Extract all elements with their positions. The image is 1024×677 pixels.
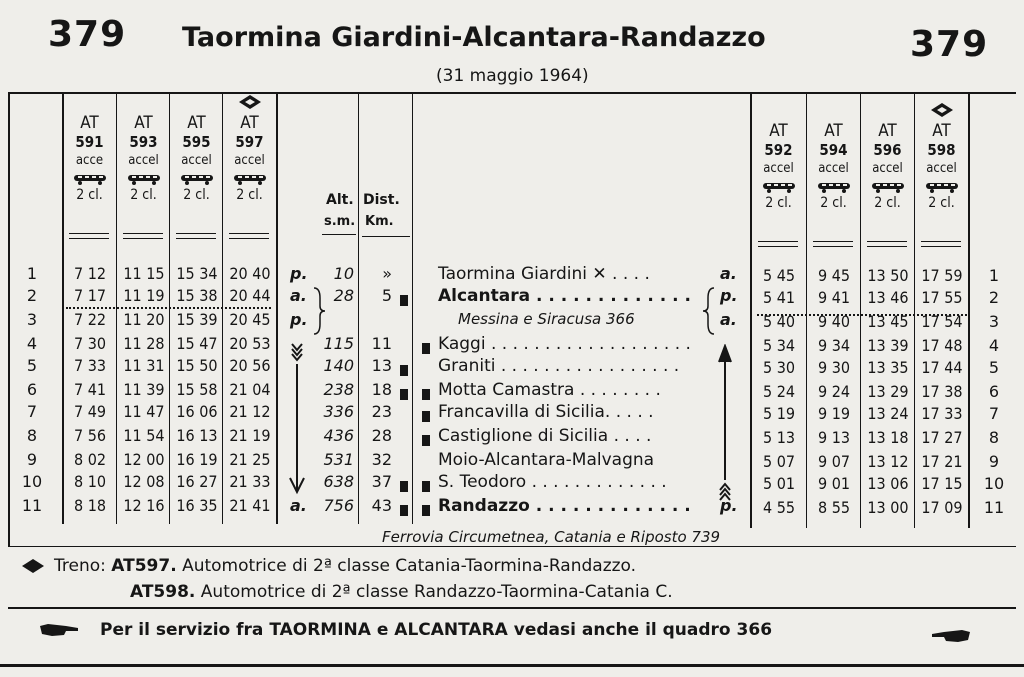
row-number-left: 5 (26, 356, 38, 375)
arr-dep-mark-left: p. (290, 264, 308, 283)
arrival-time: 4 55 (762, 498, 796, 517)
right-bracket (702, 286, 716, 336)
railcar-icon (915, 178, 968, 192)
arrival-time: 17 21 (921, 452, 963, 471)
station-marker-right (400, 501, 408, 520)
row-number-left: 8 (26, 426, 38, 445)
departure-time: 11 28 (123, 334, 165, 353)
train-number: 592 (764, 141, 793, 159)
arrival-time: 13 00 (867, 498, 909, 517)
header-underline (229, 233, 269, 239)
departure-time: 15 38 (176, 286, 218, 305)
down-train-header (63, 114, 116, 204)
service-note-middle: vedasi anche il quadro (513, 620, 731, 640)
arrival-time: 13 18 (867, 428, 909, 447)
departure-time: 7 22 (73, 310, 107, 329)
train-speed: accel (763, 161, 794, 176)
station-name: Alcantara . . . . . . . . . . . . . (438, 286, 691, 306)
arrival-time: 17 38 (921, 382, 963, 401)
train-number: 597 (235, 133, 264, 151)
train-number: 596 (873, 141, 902, 159)
departure-time: 11 19 (123, 286, 165, 305)
departure-time: 12 16 (123, 496, 165, 515)
altitude: 238 (323, 380, 354, 399)
arrival-time: 17 55 (921, 288, 963, 307)
station-name: S. Teodoro . . . . . . . . . . . . . (438, 472, 667, 492)
header-underline (123, 233, 163, 239)
arrival-time: 13 39 (867, 336, 909, 355)
arrival-time: 17 09 (921, 498, 963, 517)
railcar-icon (223, 170, 276, 184)
train-class: 2 cl. (820, 195, 847, 211)
train-type: AT (769, 121, 788, 141)
arrival-time: 5 41 (762, 288, 796, 307)
pointing-hand-left-icon (930, 628, 970, 648)
arrival-time: 5 07 (762, 452, 796, 471)
service-note-prefix: Per il servizio fra (100, 620, 264, 640)
station-marker-left (422, 431, 430, 450)
train-type: AT (187, 113, 206, 133)
up-train-header (861, 122, 914, 212)
arrival-time: 5 45 (762, 266, 796, 285)
row-number-left: 3 (26, 310, 38, 329)
train-speed: accel (926, 161, 957, 176)
train-number: 598 (927, 141, 956, 159)
diamond-icon (22, 558, 44, 577)
departure-time: 8 10 (73, 472, 107, 491)
row-number-right: 5 (988, 358, 1000, 377)
diamond-icon (931, 102, 953, 121)
departure-time: 7 12 (73, 264, 107, 283)
dist-underline (362, 236, 410, 237)
altitude: 140 (323, 356, 354, 375)
departure-time: 11 54 (123, 426, 165, 445)
altitude: 336 (323, 402, 354, 421)
train-speed: acce (75, 153, 104, 168)
diamond-icon (239, 94, 261, 113)
station-name: Messina e Siracusa 366 (458, 310, 635, 328)
arrival-time: 13 29 (867, 382, 909, 401)
railcar-icon (752, 178, 805, 192)
distance: 13 (371, 356, 392, 375)
train-speed: accel (818, 161, 849, 176)
railcar-icon (170, 170, 223, 184)
arr-dep-mark-right: p. (720, 286, 738, 305)
departure-time: 7 49 (73, 402, 107, 421)
distance: 18 (371, 380, 392, 399)
train-number: 595 (182, 133, 211, 151)
arrival-time: 9 45 (817, 266, 851, 285)
up-train-header (807, 122, 860, 212)
train-class: 2 cl. (874, 195, 901, 211)
arrival-time: 5 34 (762, 336, 796, 355)
arrival-time: 5 01 (762, 474, 796, 493)
arrival-time: 13 46 (867, 288, 909, 307)
departure-time: 11 47 (123, 402, 165, 421)
arr-dep-mark-left: a. (290, 286, 307, 305)
departure-time: 11 20 (123, 310, 165, 329)
down-train-header (170, 114, 223, 204)
column-divider (412, 94, 413, 524)
departure-time: 16 27 (176, 472, 218, 491)
arrival-time: 5 13 (762, 428, 796, 447)
arrival-time: 9 07 (817, 452, 851, 471)
railcar-icon (807, 178, 860, 192)
train-class: 2 cl. (183, 187, 210, 203)
distance: » (382, 264, 392, 283)
train-type: AT (80, 113, 99, 133)
train-type: AT (878, 121, 897, 141)
up-train-header (915, 122, 968, 212)
footnote-train-1: AT597. (111, 556, 177, 576)
arrival-time: 5 30 (762, 358, 796, 377)
train-class: 2 cl. (236, 187, 263, 203)
row-number-left: 2 (26, 286, 38, 305)
departure-time: 15 58 (176, 380, 218, 399)
station-marker-right (400, 291, 408, 310)
distance: 32 (371, 450, 392, 469)
table-top-rule (8, 92, 1016, 94)
down-train-header (117, 114, 170, 204)
arrival-time: 13 35 (867, 358, 909, 377)
departure-time: 16 06 (176, 402, 218, 421)
arrival-time: 9 13 (817, 428, 851, 447)
departure-time: 8 02 (73, 450, 107, 469)
departure-time: 12 08 (123, 472, 165, 491)
notes-bottom-rule (8, 607, 1016, 609)
station-name: Randazzo . . . . . . . . . . . . . (438, 496, 691, 516)
station-name: Motta Camastra . . . . . . . . (438, 380, 661, 400)
route-number-left: 379 (48, 14, 127, 55)
departure-time: 21 33 (229, 472, 271, 491)
footnote-train-2: AT598. (130, 582, 196, 602)
row-number-right: 2 (988, 288, 1000, 307)
train-speed: accel (234, 153, 265, 168)
train-class: 2 cl. (130, 187, 157, 203)
station-name: Castiglione di Sicilia . . . . (438, 426, 652, 446)
altitude: 756 (323, 496, 354, 515)
station-name: Taormina Giardini ✕ . . . . (438, 264, 650, 284)
arr-dep-mark-right: a. (720, 264, 737, 283)
page-bottom-rule (0, 664, 1024, 667)
arr-dep-mark-right: p. (720, 496, 738, 515)
footnote-line-1 (54, 556, 636, 576)
departure-time: 20 45 (229, 310, 271, 329)
row-number-right: 7 (988, 404, 1000, 423)
row-number-left: 7 (26, 402, 38, 421)
train-class: 2 cl. (765, 195, 792, 211)
train-speed: accel (181, 153, 212, 168)
down-direction-icon (288, 342, 306, 500)
arrival-time: 9 01 (817, 474, 851, 493)
row-number-right: 1 (988, 266, 1000, 285)
railcar-icon (63, 170, 116, 184)
distance: 43 (371, 496, 392, 515)
distance: 5 (381, 286, 392, 305)
departure-time: 21 19 (229, 426, 271, 445)
arrival-time: 13 24 (867, 404, 909, 423)
departure-time: 20 40 (229, 264, 271, 283)
station-marker-left (422, 477, 430, 496)
departure-time: 7 17 (73, 286, 107, 305)
footnote-text-1: Automotrice di 2ª classe Catania-Taormina-Randazzo. (182, 556, 637, 576)
train-class: 2 cl. (928, 195, 955, 211)
left-bracket (312, 286, 326, 336)
service-note-place-1: TAORMINA (269, 620, 371, 640)
altitude: 436 (323, 426, 354, 445)
up-direction-icon (716, 344, 734, 508)
departure-time: 15 34 (176, 264, 218, 283)
departure-time: 21 12 (229, 402, 271, 421)
service-note (100, 620, 772, 640)
arrival-time: 13 12 (867, 452, 909, 471)
departure-time: 21 04 (229, 380, 271, 399)
footnote-line-2 (130, 582, 673, 602)
departure-time: 20 56 (229, 356, 271, 375)
arrival-time: 17 44 (921, 358, 963, 377)
railcar-icon (117, 170, 170, 184)
arrival-time: 9 40 (817, 312, 851, 331)
station-marker-left (422, 407, 430, 426)
row-number-left: 9 (26, 450, 38, 469)
dist-label: Dist. (363, 192, 400, 208)
row-number-right: 8 (988, 428, 1000, 447)
row-number-right: 10 (983, 474, 1005, 493)
dotted-separator (66, 307, 271, 309)
departure-time: 7 41 (73, 380, 107, 399)
train-number: 591 (75, 133, 104, 151)
train-class: 2 cl. (76, 187, 103, 203)
station-marker-left (422, 501, 430, 520)
departure-time: 7 30 (73, 334, 107, 353)
arrival-time: 9 30 (817, 358, 851, 377)
departure-time: 16 13 (176, 426, 218, 445)
arrival-time: 5 40 (762, 312, 796, 331)
column-divider (276, 94, 278, 524)
arrival-time: 5 24 (762, 382, 796, 401)
departure-time: 21 25 (229, 450, 271, 469)
departure-time: 16 35 (176, 496, 218, 515)
arrival-time: 13 45 (867, 312, 909, 331)
train-speed: accel (128, 153, 159, 168)
table-bottom-rule (8, 546, 1016, 547)
departure-time: 20 44 (229, 286, 271, 305)
altitude: 638 (323, 472, 354, 491)
distance: 37 (371, 472, 392, 491)
arr-dep-mark-left: p. (290, 310, 308, 329)
arrival-time: 9 34 (817, 336, 851, 355)
arrival-time: 9 19 (817, 404, 851, 423)
row-number-left: 11 (21, 496, 43, 515)
station-marker-right (400, 477, 408, 496)
row-number-right: 6 (988, 382, 1000, 401)
railcar-icon (861, 178, 914, 192)
timetable-date: (31 maggio 1964) (436, 66, 589, 86)
route-number-right: 379 (910, 24, 989, 65)
column-divider (968, 94, 970, 528)
service-note-table: 366 (736, 620, 773, 640)
table-left-border (8, 92, 10, 547)
departure-time: 11 31 (123, 356, 165, 375)
departure-time: 15 50 (176, 356, 218, 375)
header-underline (867, 241, 907, 247)
train-number: 594 (819, 141, 848, 159)
arrival-time: 13 06 (867, 474, 909, 493)
altitude: 531 (323, 450, 354, 469)
departure-time: 11 15 (123, 264, 165, 283)
arrival-time: 17 15 (921, 474, 963, 493)
station-marker-right (400, 385, 408, 404)
row-number-right: 11 (983, 498, 1005, 517)
station-name: Francavilla di Sicilia. . . . . (438, 402, 654, 422)
dotted-separator (757, 314, 967, 316)
up-train-header (752, 122, 805, 212)
arrival-time: 17 27 (921, 428, 963, 447)
arrival-time: 13 50 (867, 266, 909, 285)
alt-underline (322, 234, 356, 235)
arrival-time: 9 41 (817, 288, 851, 307)
departure-time: 16 19 (176, 450, 218, 469)
arrival-time: 17 33 (921, 404, 963, 423)
arr-dep-mark-right: a. (720, 310, 737, 329)
page-title: Taormina Giardini-Alcantara-Randazzo (182, 22, 766, 53)
altitude: 28 (333, 286, 354, 305)
departure-time: 15 47 (176, 334, 218, 353)
header-underline (921, 241, 961, 247)
distance: 11 (371, 334, 392, 353)
row-number-left: 1 (26, 264, 38, 283)
station-name: Moio-Alcantara-Malvagna (438, 450, 655, 470)
departure-time: 7 56 (73, 426, 107, 445)
row-number-right: 9 (988, 452, 1000, 471)
dist-unit: Km. (365, 214, 394, 229)
departure-time: 11 39 (123, 380, 165, 399)
header-underline (69, 233, 109, 239)
arrival-time: 17 59 (921, 266, 963, 285)
header-underline (758, 241, 798, 247)
column-divider (358, 94, 359, 524)
departure-time: 21 41 (229, 496, 271, 515)
pointing-hand-right-icon (40, 622, 80, 642)
footnote-text-2: Automotrice di 2ª classe Randazzo-Taormina-Catania C. (200, 582, 673, 602)
railway-note: Ferrovia Circumetnea, Catania e Riposto 739 (382, 528, 721, 546)
departure-time: 15 39 (176, 310, 218, 329)
header-underline (176, 233, 216, 239)
station-marker-left (422, 385, 430, 404)
arrival-time: 17 54 (921, 312, 963, 331)
train-speed: accel (872, 161, 903, 176)
arrival-time: 5 19 (762, 404, 796, 423)
train-type: AT (932, 121, 951, 141)
departure-time: 20 53 (229, 334, 271, 353)
row-number-right: 4 (988, 336, 1000, 355)
arr-dep-mark-left: a. (290, 496, 307, 515)
alt-label: Alt. (326, 192, 354, 208)
row-number-left: 6 (26, 380, 38, 399)
station-name: Graniti . . . . . . . . . . . . . . . . . (438, 356, 680, 376)
header-underline (813, 241, 853, 247)
alt-unit: s.m. (324, 214, 356, 229)
arrival-time: 17 48 (921, 336, 963, 355)
departure-time: 12 00 (123, 450, 165, 469)
station-marker-right (400, 361, 408, 380)
departure-time: 8 18 (73, 496, 107, 515)
train-type: AT (240, 113, 259, 133)
row-number-left: 10 (21, 472, 43, 491)
arrival-time: 9 24 (817, 382, 851, 401)
distance: 23 (371, 402, 392, 421)
down-train-header (223, 114, 276, 204)
service-note-conj: e (376, 620, 389, 640)
service-note-place-2: ALCANTARA (394, 620, 508, 640)
station-marker-left (422, 339, 430, 358)
row-number-right: 3 (988, 312, 1000, 331)
row-number-left: 4 (26, 334, 38, 353)
altitude: 115 (323, 334, 354, 353)
train-type: AT (824, 121, 843, 141)
train-type: AT (134, 113, 153, 133)
footnote-lead: Treno: (54, 556, 106, 576)
altitude: 10 (333, 264, 354, 283)
arrival-time: 8 55 (817, 498, 851, 517)
train-number: 593 (129, 133, 158, 151)
distance: 28 (371, 426, 392, 445)
departure-time: 7 33 (73, 356, 107, 375)
station-name: Kaggi . . . . . . . . . . . . . . . . . . . (438, 334, 691, 354)
